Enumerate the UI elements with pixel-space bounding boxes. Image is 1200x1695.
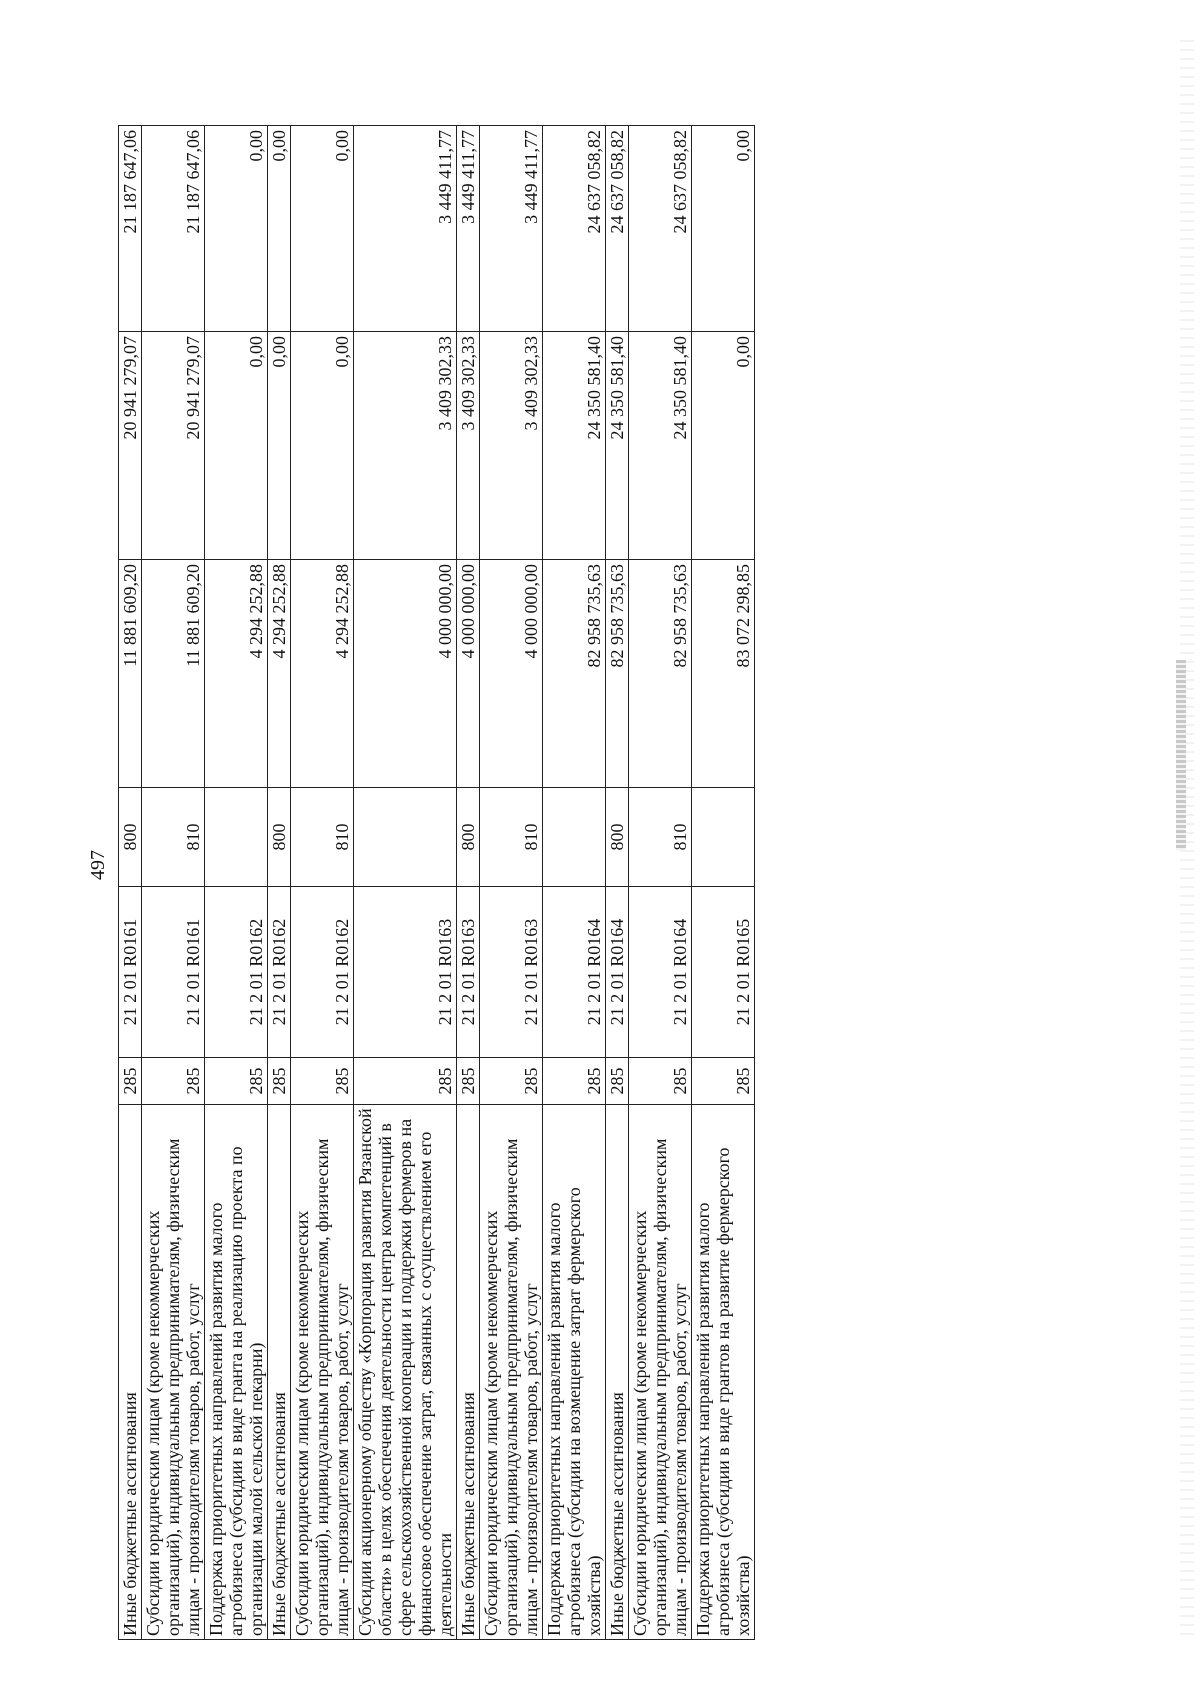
row-sum-3: 0,00: [268, 126, 291, 332]
row-code: 285: [354, 1058, 457, 1105]
row-sum-3: 0,00: [291, 126, 354, 332]
table-row: [205, 126, 268, 1640]
row-sum-3: 21 187 647,06: [142, 126, 205, 332]
row-name: Субсидии юридическим лицам (кроме некоммерческих организаций), индивидуальным предпринимателям, физическим лицам - производителям товаров, работ, услуг: [291, 1105, 354, 1640]
row-expense-type: [205, 788, 268, 887]
row-sum-1: 4 000 000,00: [354, 560, 457, 788]
row-expense-type: 800: [119, 788, 142, 887]
row-expense-type: 810: [142, 788, 205, 887]
row-sum-1: 82 958 735,63: [629, 560, 692, 788]
row-code: 285: [457, 1058, 480, 1105]
row-name: Иные бюджетные ассигнования: [606, 1105, 629, 1640]
table-row: [142, 126, 205, 1640]
budget-table: [118, 125, 755, 1640]
row-code: 285: [692, 1058, 755, 1105]
row-expense-type: [543, 788, 606, 887]
row-expense-type: [692, 788, 755, 887]
row-target-article: 21 2 01 R0163: [480, 887, 543, 1058]
row-target-article: 21 2 01 R0163: [354, 887, 457, 1058]
row-sum-1: 4 000 000,00: [480, 560, 543, 788]
row-expense-type: 800: [457, 788, 480, 887]
row-name: Субсидии акционерному обществу «Корпорация развития Рязанской области» в целях обеспечения деятельности центра компетенций в сфере сельскохозяйственной кооперации и поддержки фермеров на финансовое обеспечение затрат, связанных с осуществлением его деятельности: [354, 1105, 457, 1640]
row-sum-3: 24 637 058,82: [629, 126, 692, 332]
row-code: 285: [268, 1058, 291, 1105]
row-sum-1: 82 958 735,63: [606, 560, 629, 788]
row-sum-2: 0,00: [205, 332, 268, 560]
row-expense-type: 810: [629, 788, 692, 887]
row-sum-2: 0,00: [291, 332, 354, 560]
row-target-article: 21 2 01 R0164: [629, 887, 692, 1058]
table-row: [268, 126, 291, 1640]
row-sum-2: 20 941 279,07: [142, 332, 205, 560]
table-row: [543, 126, 606, 1640]
row-expense-type: 800: [606, 788, 629, 887]
row-target-article: 21 2 01 R0164: [543, 887, 606, 1058]
table-row: [606, 126, 629, 1640]
table-row: [457, 126, 480, 1640]
scan-barcode-artifact: [1176, 660, 1186, 850]
row-sum-1: 4 294 252,88: [268, 560, 291, 788]
row-sum-2: 0,00: [268, 332, 291, 560]
row-sum-1: 82 958 735,63: [543, 560, 606, 788]
row-code: 285: [142, 1058, 205, 1105]
row-target-article: 21 2 01 R0165: [692, 887, 755, 1058]
row-code: 285: [291, 1058, 354, 1105]
row-sum-2: 20 941 279,07: [119, 332, 142, 560]
row-target-article: 21 2 01 R0161: [142, 887, 205, 1058]
row-target-article: 21 2 01 R0164: [606, 887, 629, 1058]
table-row: [692, 126, 755, 1640]
row-target-article: 21 2 01 R0162: [268, 887, 291, 1058]
row-sum-3: 0,00: [692, 126, 755, 332]
row-sum-1: 4 294 252,88: [291, 560, 354, 788]
row-sum-3: 0,00: [205, 126, 268, 332]
row-sum-2: 0,00: [692, 332, 755, 560]
row-target-article: 21 2 01 R0162: [291, 887, 354, 1058]
row-sum-3: 24 637 058,82: [543, 126, 606, 332]
row-name: Субсидии юридическим лицам (кроме некоммерческих организаций), индивидуальным предпринимателям, физическим лицам - производителям товаров, работ, услуг: [629, 1105, 692, 1640]
row-sum-3: 3 449 411,77: [457, 126, 480, 332]
row-code: 285: [606, 1058, 629, 1105]
table-row: [480, 126, 543, 1640]
row-target-article: 21 2 01 R0161: [119, 887, 142, 1058]
row-code: 285: [543, 1058, 606, 1105]
row-code: 285: [205, 1058, 268, 1105]
table-row: [291, 126, 354, 1640]
row-code: 285: [119, 1058, 142, 1105]
row-target-article: 21 2 01 R0162: [205, 887, 268, 1058]
row-expense-type: 810: [291, 788, 354, 887]
row-sum-1: 11 881 609,20: [119, 560, 142, 788]
page-number: 497: [87, 850, 109, 880]
row-sum-1: 83 072 298,85: [692, 560, 755, 788]
row-sum-2: 24 350 581,40: [606, 332, 629, 560]
row-target-article: 21 2 01 R0163: [457, 887, 480, 1058]
row-name: Иные бюджетные ассигнования: [119, 1105, 142, 1640]
row-code: 285: [629, 1058, 692, 1105]
table-row: [354, 126, 457, 1640]
row-code: 285: [480, 1058, 543, 1105]
row-sum-2: 3 409 302,33: [480, 332, 543, 560]
row-sum-2: 24 350 581,40: [543, 332, 606, 560]
row-expense-type: [354, 788, 457, 887]
row-name: Иные бюджетные ассигнования: [268, 1105, 291, 1640]
row-sum-2: 24 350 581,40: [629, 332, 692, 560]
row-sum-1: 4 000 000,00: [457, 560, 480, 788]
row-sum-3: 3 449 411,77: [354, 126, 457, 332]
row-name: Поддержка приоритетных направлений развития малого агробизнеса (субсидии на возмещение затрат фермерского хозяйства): [543, 1105, 606, 1640]
table-row: [119, 126, 142, 1640]
row-sum-3: 21 187 647,06: [119, 126, 142, 332]
row-name: Субсидии юридическим лицам (кроме некоммерческих организаций), индивидуальным предпринимателям, физическим лицам - производителям товаров, работ, услуг: [480, 1105, 543, 1640]
row-name: Иные бюджетные ассигнования: [457, 1105, 480, 1640]
row-expense-type: 810: [480, 788, 543, 887]
row-name: Субсидии юридическим лицам (кроме некоммерческих организаций), индивидуальным предпринимателям, физическим лицам - производителям товаров, работ, услуг: [142, 1105, 205, 1640]
row-name: Поддержка приоритетных направлений развития малого агробизнеса (субсидии в виде грантов на развитие фермерского хозяйства): [692, 1105, 755, 1640]
row-name: Поддержка приоритетных направлений развития малого агробизнеса (субсидии в виде гранта на реализацию проекта по организации малой сельской пекарни): [205, 1105, 268, 1640]
row-sum-3: 24 637 058,82: [606, 126, 629, 332]
row-sum-1: 11 881 609,20: [142, 560, 205, 788]
row-sum-1: 4 294 252,88: [205, 560, 268, 788]
row-sum-2: 3 409 302,33: [354, 332, 457, 560]
row-sum-3: 3 449 411,77: [480, 126, 543, 332]
row-sum-2: 3 409 302,33: [457, 332, 480, 560]
row-expense-type: 800: [268, 788, 291, 887]
table-row: [629, 126, 692, 1640]
